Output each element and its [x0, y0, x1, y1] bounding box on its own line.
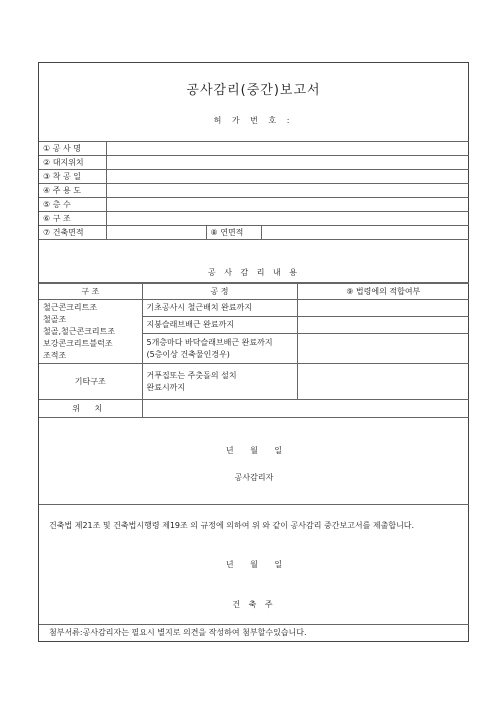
supervisor-date: 년 월 일 [225, 446, 283, 455]
compliance-field-4[interactable] [297, 364, 469, 400]
report-form [38, 62, 469, 642]
owner-label: 건 축 주 [232, 600, 276, 609]
main-use-label: ④ 주 용 도 [39, 184, 106, 198]
site-location-label: ② 대지위치 [39, 156, 106, 170]
start-date-label: ③ 착 공 일 [39, 170, 106, 184]
process-floor-slab: 5개층마다 바닥슬래브배근 완료까지 (5층이상 건축물인경우) [142, 334, 297, 364]
supervisor-label: 공사감리자 [234, 473, 274, 482]
permit-number-label: 허 가 번 호 : [213, 116, 294, 125]
floors-label: ⑤ 층 수 [39, 198, 106, 212]
declaration-text: 건축법 제21조 및 건축법시행령 제19조 의 규정에 의하여 위 와 같이 공사감리 중간보고서를 제출합니다. [49, 521, 415, 530]
total-floor-area-field[interactable] [261, 226, 469, 240]
table-row [39, 198, 469, 212]
total-floor-area-label: ⑧ 연면적 [206, 226, 261, 240]
col-process-header: 공 정 [142, 284, 297, 300]
floors-field[interactable] [106, 198, 469, 212]
owner-date: 년 월 일 [225, 560, 283, 569]
page-title: 공사감리(중간)보고서 [186, 83, 321, 98]
table-row [39, 400, 469, 418]
building-area-label: ⑦ 건축면적 [39, 226, 106, 240]
structure-main-cell [39, 300, 142, 364]
table-row [39, 226, 469, 240]
project-info-table [39, 141, 469, 240]
structure-label: ⑥ 구 조 [39, 212, 106, 226]
structure-other: 기타구조 [39, 364, 142, 400]
structure-main-item: 철골조 [43, 314, 67, 324]
table-row [39, 364, 469, 400]
table-row [39, 184, 469, 198]
structure-main-item: 철골,철근콘크리트조 [43, 326, 116, 336]
process-roof-slab: 지붕슬래브배근 완료까지 [142, 317, 297, 334]
col-compliance-header: ⑨ 법령에의 적합여부 [297, 284, 469, 300]
compliance-field-3[interactable] [297, 334, 469, 364]
project-name-label: ① 공 사 명 [39, 142, 106, 156]
compliance-field-1[interactable] [297, 300, 469, 317]
table-row [39, 284, 469, 300]
structure-field[interactable] [106, 212, 469, 226]
col-structure-header: 구 조 [39, 284, 142, 300]
location-label: 위 치 [39, 400, 142, 418]
structure-main-item: 철근콘크리트조 [43, 302, 98, 312]
project-name-field[interactable] [106, 142, 469, 156]
table-row [39, 300, 469, 317]
owner-signature-block [39, 505, 469, 625]
table-row [39, 156, 469, 170]
structure-main-item: 보강콘크리트블럭조 [43, 338, 113, 348]
site-location-field[interactable] [106, 156, 469, 170]
attachment-note: 첨부서류:공사감리자는 필요시 별지로 의견을 작성하여 첨부할수있습니다. [49, 628, 307, 637]
building-area-field[interactable] [106, 226, 206, 240]
supervision-content-table [39, 283, 469, 418]
process-formwork: 거푸집또는 주춧돌의 설치 완료시까지 [142, 364, 297, 400]
location-field[interactable] [142, 400, 469, 418]
structure-main-item: 조적조 [43, 350, 67, 360]
compliance-field-2[interactable] [297, 317, 469, 334]
table-row [39, 212, 469, 226]
table-row [39, 170, 469, 184]
main-use-field[interactable] [106, 184, 469, 198]
supervisor-signature-block [39, 425, 469, 505]
section-title: 공 사 감 리 내 용 [39, 263, 469, 283]
table-row [39, 142, 469, 156]
process-foundation: 기초공사시 철근배치 완료까지 [142, 300, 297, 317]
start-date-field[interactable] [106, 170, 469, 184]
